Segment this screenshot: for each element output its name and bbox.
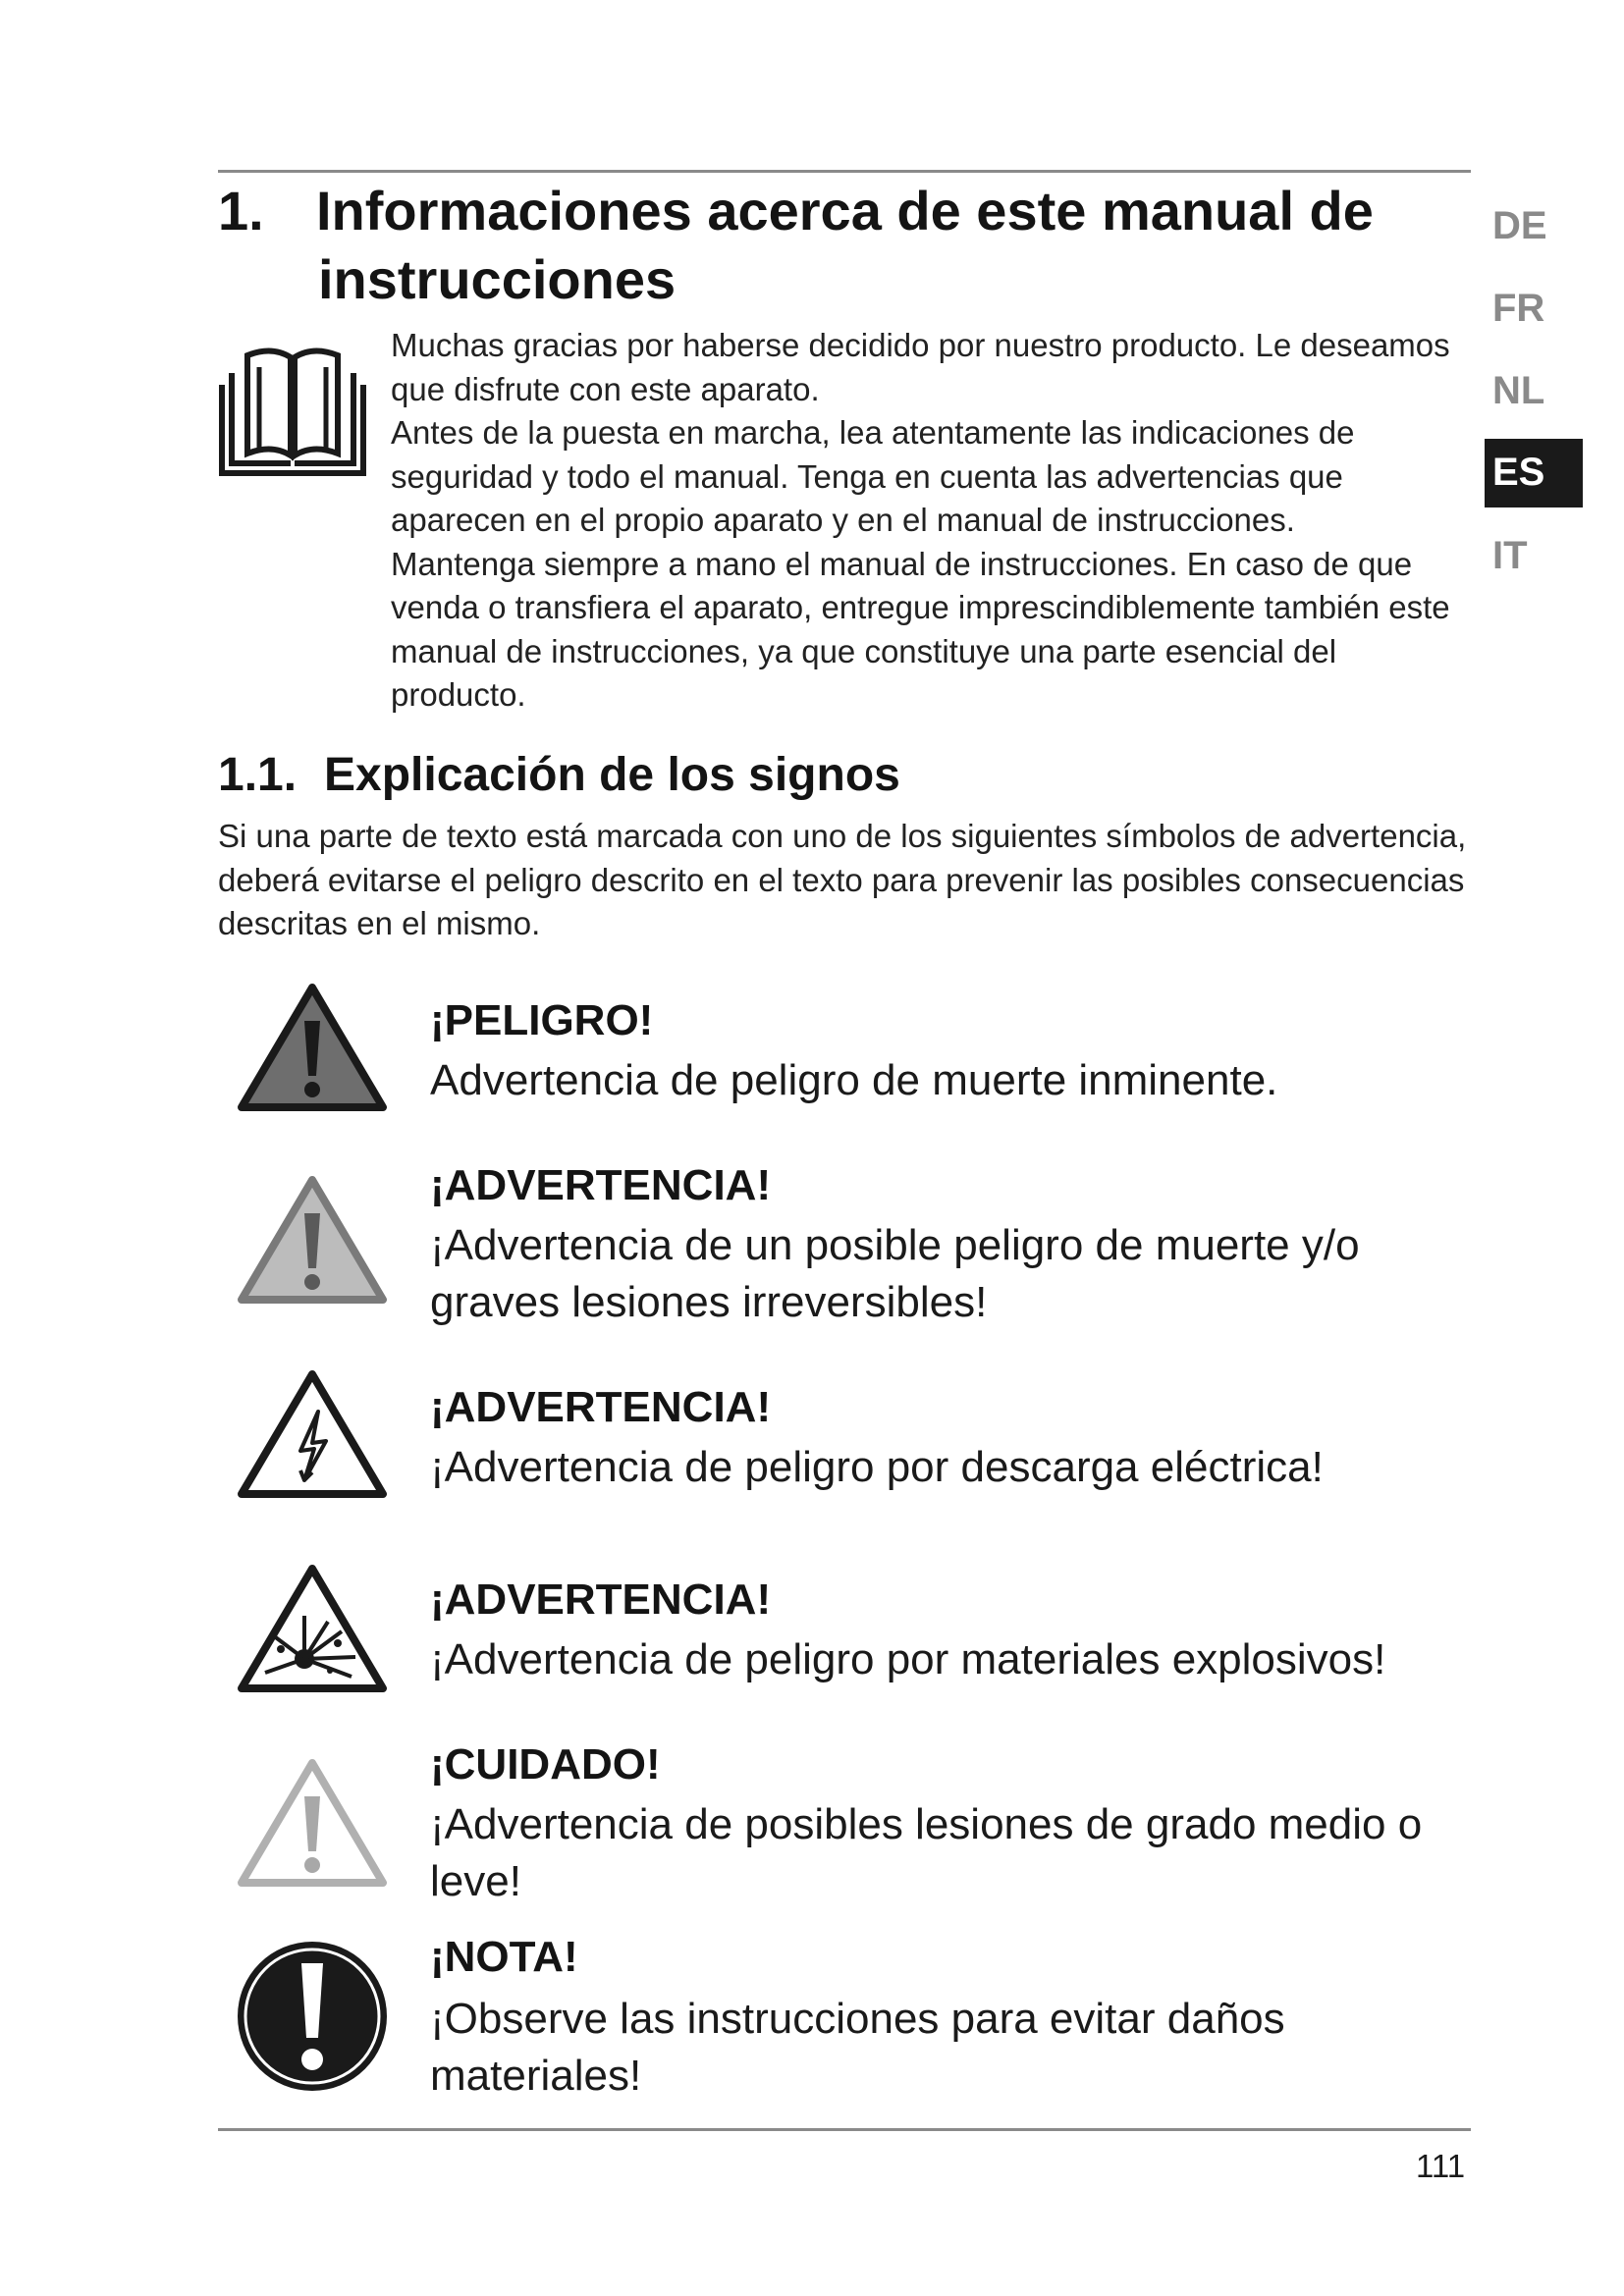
title-number: 1. xyxy=(218,180,264,241)
warning-text: ¡Advertencia de peligro por descarga eléctrica! xyxy=(430,1443,1324,1491)
top-rule xyxy=(218,170,1471,173)
manual-book-icon xyxy=(218,346,367,477)
lang-tab-de[interactable] xyxy=(1485,192,1583,261)
lang-label: DE xyxy=(1492,204,1547,247)
page-title xyxy=(218,177,1396,314)
lang-tab-it[interactable] xyxy=(1485,522,1583,591)
warning-text: ¡Advertencia de posibles lesiones de grado medio o leve! xyxy=(430,1800,1423,1905)
warning-text: ¡Advertencia de un posible peligro de muerte y/o graves lesiones irreversibles! xyxy=(430,1221,1360,1326)
lang-tab-nl[interactable] xyxy=(1485,357,1583,426)
intro-paragraph: Antes de la puesta en marcha, lea atentamente las indicaciones de seguridad y todo el manual. Tenga en cuenta las advertencias que aparecen en el propio aparato y en el manual de instrucciones. xyxy=(391,414,1355,538)
intro-paragraph: Mantenga siempre a mano el manual de instrucciones. En caso de que venda o transfiera el aparato, entregue imprescindiblemente también este manual de instrucciones, ya que constituye una parte esencial del producto. xyxy=(391,545,1450,713)
section-heading xyxy=(218,746,900,805)
electric-shock-triangle-icon xyxy=(236,1368,389,1500)
lang-label: ES xyxy=(1492,451,1545,494)
lang-label: NL xyxy=(1492,369,1545,412)
section-title: Explicación de los signos xyxy=(324,749,900,801)
section-number: 1.1. xyxy=(218,749,298,801)
lang-tab-es[interactable] xyxy=(1485,439,1583,507)
warning-title: ¡NOTA! xyxy=(430,1933,578,1981)
lang-tab-fr[interactable] xyxy=(1485,275,1583,344)
warning-title: ¡ADVERTENCIA! xyxy=(430,1161,772,1209)
warning-title: ¡ADVERTENCIA! xyxy=(430,1575,772,1624)
note-exclamation-circle-icon xyxy=(236,1938,389,2097)
intro-paragraph: Muchas gracias por haberse decidido por nuestro producto. Le deseamos que disfrute con este aparato. xyxy=(391,327,1450,407)
warning-title: ¡PELIGRO! xyxy=(430,996,654,1044)
warning-title: ¡CUIDADO! xyxy=(430,1740,661,1789)
explosive-triangle-icon xyxy=(236,1563,389,1694)
warning-title: ¡ADVERTENCIA! xyxy=(430,1383,772,1431)
warning-text: Advertencia de peligro de muerte inminente. xyxy=(430,1056,1278,1104)
lang-label: IT xyxy=(1492,534,1528,577)
warning-grey-triangle-icon xyxy=(236,1174,389,1306)
bottom-rule xyxy=(218,2128,1471,2131)
title-line-2: instrucciones xyxy=(318,248,677,310)
warning-text: ¡Advertencia de peligro por materiales explosivos! xyxy=(430,1635,1386,1683)
intro-text xyxy=(391,324,1471,718)
page-number: 111 xyxy=(1416,2148,1466,2184)
danger-dark-triangle-icon xyxy=(236,982,389,1113)
caution-light-triangle-icon xyxy=(236,1757,389,1889)
section-lead-text: Si una parte de texto está marcada con uno de los siguientes símbolos de advertencia, deberá evitarse el peligro descrito en el texto para prevenir las posibles consecuencias descritas en el mismo. xyxy=(218,818,1467,941)
lang-label: FR xyxy=(1492,287,1545,330)
title-line-1: Informaciones acerca de este manual de xyxy=(316,180,1374,241)
warning-text: ¡Observe las instrucciones para evitar daños materiales! xyxy=(430,1995,1285,2100)
